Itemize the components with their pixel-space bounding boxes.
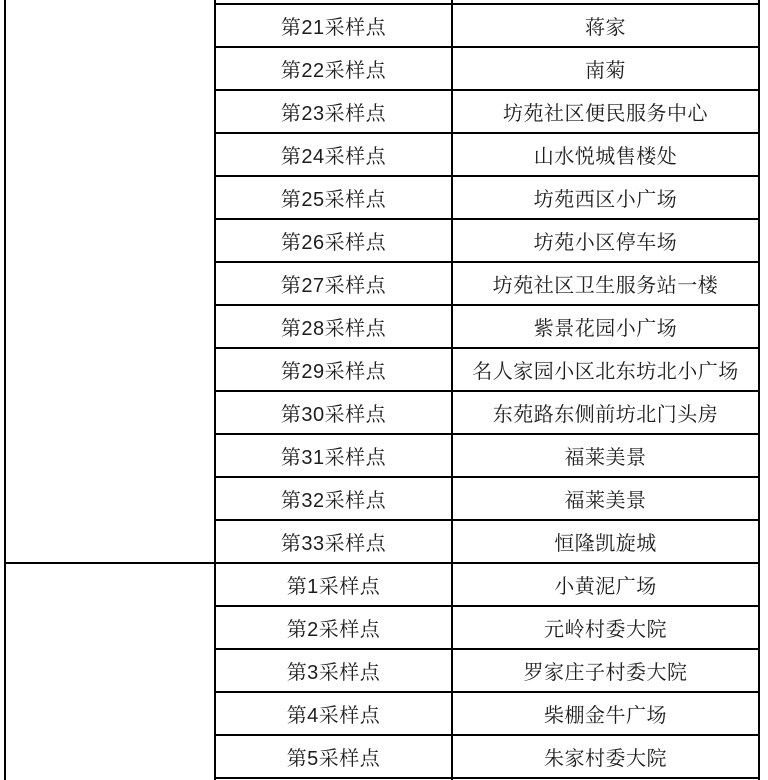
location-cell: 蒋家 (452, 4, 759, 47)
table-row (5, 563, 759, 606)
table-body (5, 0, 759, 780)
location-cell: 恒隆凯旋城 (452, 520, 759, 563)
location-cell: 坊苑社区卫生服务站一楼 (452, 262, 759, 305)
location-cell: 坊苑小区停车场 (452, 219, 759, 262)
sampling-points-table (4, 0, 760, 780)
location-cell: 罗家庄子村委大院 (452, 649, 759, 692)
sampling-point-cell: 第27采样点 (215, 262, 452, 305)
location-cell: 朱家村委大院 (452, 735, 759, 778)
location-cell: 东苑路东侧前坊北门头房 (452, 391, 759, 434)
location-cell: 紫景花园小广场 (452, 305, 759, 348)
sampling-point-cell: 第21采样点 (215, 4, 452, 47)
location-cell: 柴棚金牛广场 (452, 692, 759, 735)
sampling-point-cell: 第24采样点 (215, 133, 452, 176)
location-cell: 山水悦城售楼处 (452, 133, 759, 176)
location-cell: 坊苑西区小广场 (452, 176, 759, 219)
sampling-point-cell: 第4采样点 (215, 692, 452, 735)
sampling-point-cell: 第22采样点 (215, 47, 452, 90)
location-cell: 名人家园小区北东坊北小广场 (452, 348, 759, 391)
sampling-point-cell: 第31采样点 (215, 434, 452, 477)
sampling-point-cell: 第26采样点 (215, 219, 452, 262)
sampling-point-cell: 第1采样点 (215, 563, 452, 606)
sampling-point-cell: 第5采样点 (215, 735, 452, 778)
group-cell-section-2 (5, 563, 215, 780)
location-cell: 小黄泥广场 (452, 563, 759, 606)
sampling-point-cell: 第33采样点 (215, 520, 452, 563)
location-cell: 福莱美景 (452, 477, 759, 520)
location-cell: 元岭村委大院 (452, 606, 759, 649)
location-cell: 福莱美景 (452, 434, 759, 477)
sampling-point-cell: 第32采样点 (215, 477, 452, 520)
sampling-point-cell: 第28采样点 (215, 305, 452, 348)
location-cell: 南菊 (452, 47, 759, 90)
sampling-point-cell: 第3采样点 (215, 649, 452, 692)
sampling-point-cell: 第29采样点 (215, 348, 452, 391)
sampling-point-cell: 第30采样点 (215, 391, 452, 434)
sampling-point-cell: 第2采样点 (215, 606, 452, 649)
sampling-point-cell: 第25采样点 (215, 176, 452, 219)
location-cell: 坊苑社区便民服务中心 (452, 90, 759, 133)
group-cell-section-1 (5, 0, 215, 563)
sampling-point-cell: 第23采样点 (215, 90, 452, 133)
